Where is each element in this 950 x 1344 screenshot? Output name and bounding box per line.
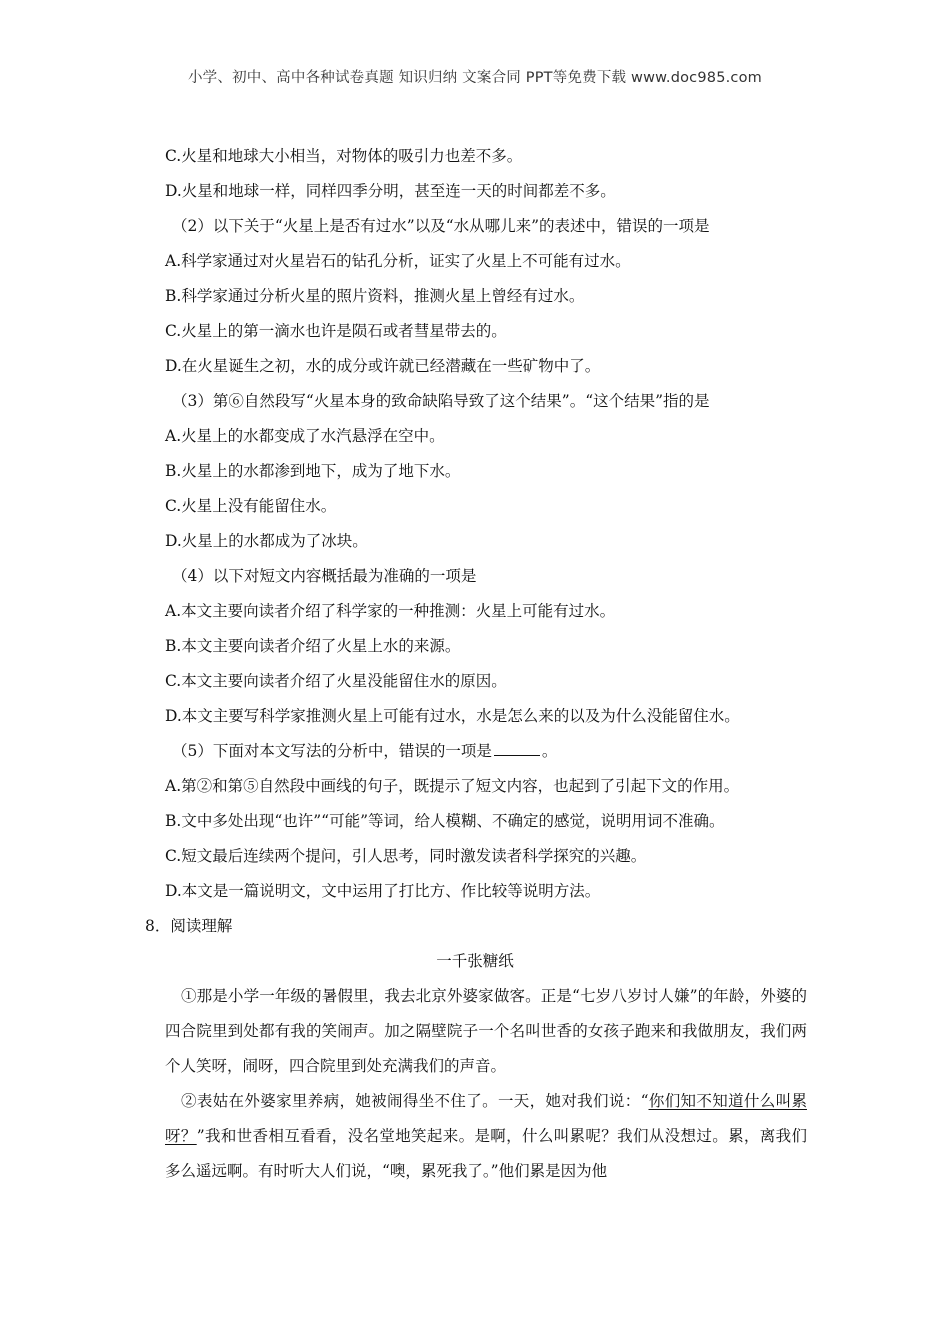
q5-stem: （5）下面对本文写法的分析中，错误的一项是 bbox=[172, 742, 492, 760]
passage-title: 一千张糖纸 bbox=[436, 952, 514, 970]
q5-option-b: B.文中多处出现“也许”“可能”等词，给人模糊、不确定的感觉，说明用词不准确。 bbox=[165, 812, 725, 830]
paragraph-2-text-after: ”我和世香相互看看，没名堂地笑起来。是啊，什么叫累呢？我们从没想过。累，离我们多么遥远啊。有时听大人们说，“噢，累死我了。”他们累是因为他 bbox=[165, 1127, 807, 1180]
q3-option-a: A.火星上的水都变成了水汽悬浮在空中。 bbox=[165, 427, 445, 445]
q4-stem: （4）以下对短文内容概括最为准确的一项是 bbox=[172, 567, 477, 585]
q5-option-d: D.本文是一篇说明文，文中运用了打比方、作比较等说明方法。 bbox=[165, 882, 601, 900]
q5-stem-end: 。 bbox=[541, 742, 558, 760]
page-header: 小学、初中、高中各种试卷真题 知识归纳 文案合同 PPT等免费下载 www.doc985.com bbox=[187, 70, 763, 86]
q5-option-a: A.第②和第⑤自然段中画线的句子，既提示了短文内容，也起到了引起下文的作用。 bbox=[165, 777, 740, 795]
passage-paragraph-2 bbox=[165, 1084, 807, 1189]
answer-blank bbox=[494, 741, 540, 756]
q3-option-c: C.火星上没有能留住水。 bbox=[165, 497, 337, 515]
q2-stem: （2）以下关于“火星上是否有过水”以及“水从哪儿来”的表述中，错误的一项是 bbox=[172, 217, 710, 235]
paragraph-2-text-before: ②表姑在外婆家里养病，她被闹得坐不住了。一天，她对我们说：“ bbox=[181, 1092, 649, 1110]
q4-option-c: C.本文主要向读者介绍了火星没能留住水的原因。 bbox=[165, 672, 507, 690]
q1-option-d: D.火星和地球一样，同样四季分明，甚至连一天的时间都差不多。 bbox=[165, 182, 616, 200]
q2-option-d: D.在火星诞生之初，水的成分或许就已经潜藏在一些矿物中了。 bbox=[165, 357, 601, 375]
q3-option-d: D.火星上的水都成为了冰块。 bbox=[165, 532, 368, 550]
q2-option-b: B.科学家通过分析火星的照片资料，推测火星上曾经有过水。 bbox=[165, 287, 585, 305]
q3-option-b: B.火星上的水都渗到地下，成为了地下水。 bbox=[165, 462, 461, 480]
q4-option-b: B.本文主要向读者介绍了火星上水的来源。 bbox=[165, 637, 461, 655]
q2-option-a: A.科学家通过对火星岩石的钻孔分析，证实了火星上不可能有过水。 bbox=[165, 252, 631, 270]
q4-option-d: D.本文主要写科学家推测火星上可能有过水，水是怎么来的以及为什么没能留住水。 bbox=[165, 707, 740, 725]
q1-option-c: C.火星和地球大小相当，对物体的吸引力也差不多。 bbox=[165, 147, 523, 165]
question-8-label: 8．阅读理解 bbox=[145, 917, 233, 935]
q2-option-c: C.火星上的第一滴水也许是陨石或者彗星带去的。 bbox=[165, 322, 507, 340]
underlined-sentence: 你们知不知道什么叫累呀？ bbox=[165, 1092, 807, 1145]
q5-stem-line bbox=[172, 741, 557, 761]
q5-option-c: C.短文最后连续两个提问，引人思考，同时激发读者科学探究的兴趣。 bbox=[165, 847, 647, 865]
q4-option-a: A.本文主要向读者介绍了科学家的一种推测：火星上可能有过水。 bbox=[165, 602, 616, 620]
passage-paragraph-1: ①那是小学一年级的暑假里，我去北京外婆家做客。正是“七岁八岁讨人嫌”的年龄，外婆的四合院里到处都有我的笑闹声。加之隔壁院子一个名叫世香的女孩子跑来和我做朋友，我们两个人笑呀，闹呀，四合院里到处充满我们的声音。 bbox=[165, 987, 807, 1075]
q3-stem: （3）第⑥自然段写“火星本身的致命缺陷导致了这个结果”。“这个结果”指的是 bbox=[172, 392, 710, 410]
